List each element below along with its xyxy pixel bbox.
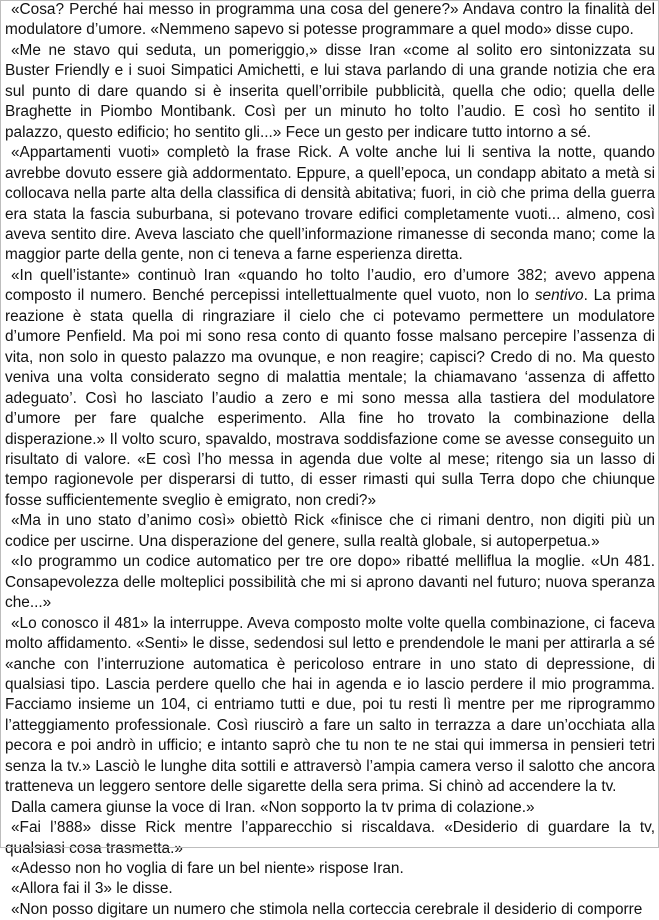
paragraph-3: «Appartamenti vuoti» completò la frase Rick. A volte anche lui li sentiva la notte, quando avrebbe dovuto essere già addormentato. Eppure, a quell’epoca, un condapp abitato a metà si collocava nella parte alta della classifica di densità abitativa; fuori, in ciò che prima della guerra era stata la fascia suburbana, si potevano trovare edifici completamente vuoti... almeno, così aveva sentito dire. Aveva lasciato che quell’informazione rimanesse di seconda mano; come la maggior parte della gente, non ci teneva a farne esperienza diretta. xyxy=(5,144,655,264)
paragraph-7: «Lo conosco il 481» la interruppe. Aveva composto molte volte quella combinazione, ci faceva molto affidamento. «Senti» le disse, sedendosi sul letto e prendendole le mani per attirarla a sé «anche con l’interruzione automatica è pericoloso entrare in uno stato di depressione, di qualsiasi tipo. Lascia perdere quello che hai in agenda e io lascio perdere il mio programma. Facciamo insieme un 104, ci entriamo tutti e due, poi tu resti lì mentre per me riprogrammo l’atteggiamento professionale. Così riuscirò a fare un salto in terrazza a dare un’occhiata alla pecora e poi andrò in ufficio; e intanto saprò che tu non te ne stai qui immersa in pensieri tetri senza la tv.» Lasciò le lunghe dita sottili e attraversò l’ampia camera verso il salotto che ancora tratteneva un leggero sentore delle sigarette della sera prima. Si chinò ad accendere la tv. xyxy=(5,614,655,796)
book-page xyxy=(5,0,655,920)
paragraph-1: «Cosa? Perché hai messo in programma una cosa del genere?» Andava contro la finalità del modulatore d’umore. «Nemmeno sapevo si potesse programmare a quel modo» disse cupo. xyxy=(5,1,655,39)
paragraph-6: «Io programmo un codice automatico per tre ore dopo» ribatté melliflua la moglie. «Un 481. Consapevolezza delle molteplici possibilità che mi si aprono davanti nel futuro; nuova speranza che...» xyxy=(5,553,655,612)
paragraph-4-part-1: «In quell’istante» continuò Iran «quando ho tolto l’audio, ero d’umore 382; avevo appena composto il numero. Benché percepissi intellettualmente quel vuoto, non lo xyxy=(5,266,655,305)
paragraph-11: «Allora fai il 3» le disse. xyxy=(11,880,173,898)
paragraph-9: «Fai l’888» disse Rick mentre l’apparecchio si riscaldava. «Desiderio di guardare la tv, qualsiasi cosa trasmetta.» xyxy=(5,819,655,857)
paragraph-5: «Ma in uno stato d’animo così» obiettò Rick «finisce che ci rimani dentro, non digiti più un codice per uscirne. Una disperazione del genere, sulla realtà globale, si autoperpetua.» xyxy=(5,512,655,550)
paragraph-2: «Me ne stavo qui seduta, un pomeriggio,» disse Iran «come al solito ero sintonizzata su Buster Friendly e i suoi Simpatici Amichetti, e lui stava parlando di una grande notizia che era sul punto di dare quando si è inserita quell’orribile pubblicità, quella che odio; quella delle Braghette in Piombo Montibank. Così per un minuto ho tolto l’audio. E così ho sentito il palazzo, questo edificio; ho sentito gli...» Fece un gesto per indicare tutto intorno a sé. xyxy=(5,41,655,141)
paragraph-8: Dalla camera giunse la voce di Iran. «Non sopporto la tv prima di colazione.» xyxy=(11,798,535,816)
paragraph-4 xyxy=(5,266,655,511)
paragraph-12: «Non posso digitare un numero che stimola nella corteccia cerebrale il desiderio di comporre xyxy=(11,900,643,918)
paragraph-10: «Adesso non ho voglia di fare un bel niente» rispose Iran. xyxy=(11,860,404,878)
paragraph-4-part-2: . La prima reazione è stata quella di ringraziare il cielo che ci potevamo permettere un modulatore d’umore Penfield. Ma poi mi sono resa conto di quanto fosse malsano percepire l’assenza di vita, non solo in questo palazzo ma ovunque, e non reagire; capisci? Credo di no. Ma questo veniva una volta considerato segno di malattia mentale; la chiamavano ‘assenza di affetto adeguato’. Così ho lasciato l’audio a zero e mi sono messa alla tastiera del modulatore d’umore per fare qualche esperimento. Alla fine ho trovato la combinazione della disperazione.» Il volto scuro, spavaldo, mostrava soddisfazione come se avesse conseguito un risultato di valore. «E così l’ho messa in agenda due volte al mese; ritengo sia un lasso di tempo ragionevole per disperarsi di tutto, di esser rimasti qui sulla Terra dopo che chiunque fosse sufficientemente sveglio è emigrato, non credi?» xyxy=(5,287,656,509)
emphasis-sentivo: sentivo xyxy=(534,287,584,305)
